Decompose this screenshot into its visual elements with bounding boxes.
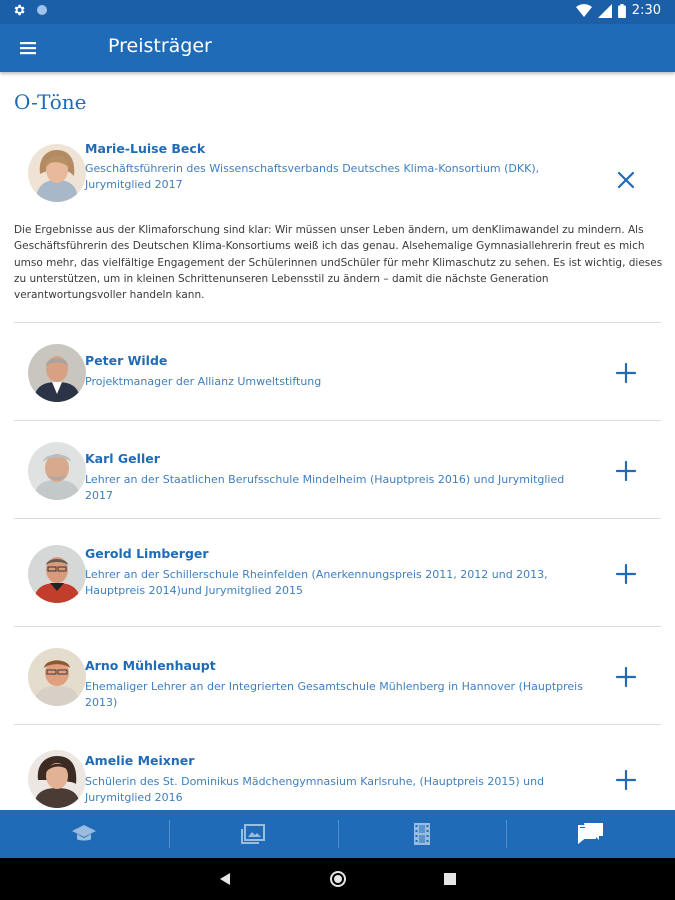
person-name: Karl Geller xyxy=(85,451,160,466)
person-role: Schülerin des St. Dominikus Mädchengymnasium Karlsruhe, (Hauptpreis 2015) und Jurymitglied 2016 xyxy=(85,775,545,804)
person-role: Lehrer an der Staatlichen Berufsschule Mindelheim (Hauptpreis 2016) und Jurymitglied 2017 xyxy=(85,473,565,502)
back-icon[interactable] xyxy=(217,871,233,887)
avatar xyxy=(28,750,86,808)
chat-bubbles-icon xyxy=(577,822,605,846)
divider xyxy=(14,626,661,627)
person-role: Projektmanager der Allianz Umweltstiftung xyxy=(85,375,322,388)
dot-icon xyxy=(36,4,48,16)
avatar xyxy=(28,545,86,603)
main-content[interactable] xyxy=(0,72,675,810)
divider xyxy=(14,724,661,725)
home-icon[interactable] xyxy=(329,870,347,888)
film-icon xyxy=(412,822,432,846)
person-name: Gerold Limberger xyxy=(85,546,209,561)
close-icon[interactable] xyxy=(612,166,640,194)
graduation-cap-icon xyxy=(71,823,97,845)
avatar xyxy=(28,144,86,202)
plus-icon[interactable] xyxy=(612,560,640,588)
nav-tab-gallery[interactable] xyxy=(169,810,338,858)
divider xyxy=(14,420,661,421)
person-name: Arno Mühlenhaupt xyxy=(85,658,216,673)
plus-icon[interactable] xyxy=(612,457,640,485)
nav-tab-education[interactable] xyxy=(0,810,169,858)
plus-icon[interactable] xyxy=(612,663,640,691)
person-quote: Die Ergebnisse aus der Klimaforschung sind klar: Wir müssen unser Leben ändern, um denKlimawandel zu mindern. Als Geschäftsführerin des Deutschen Klima-Konsortiums weiß ich das genau. Alsehemalige Gymnasiallehrerin freut es mich umso mehr, das vielfältige Engagement der Schülerinnen undSchüler für mehr Klimaschutz zu sehen. Es ist wichtig, dieses zu unterstützen, um in kleinen Schrittenunseren Lebensstil zu ändern – damit die nächste Generation verantwortungsvoller handeln kann. xyxy=(14,224,663,302)
plus-icon[interactable] xyxy=(612,766,640,794)
app-bar xyxy=(0,24,675,72)
gallery-icon xyxy=(240,823,266,845)
person-name: Peter Wilde xyxy=(85,353,168,368)
wifi-icon xyxy=(576,4,592,18)
nav-tab-videos[interactable] xyxy=(338,810,507,858)
avatar xyxy=(28,344,86,402)
divider xyxy=(14,322,661,323)
section-title: O-Töne xyxy=(14,90,87,114)
status-bar xyxy=(0,0,675,24)
person-role: Ehemaliger Lehrer an der Integrierten Gesamtschule Mühlenberg in Hannover (Hauptpreis 2013) xyxy=(85,680,583,709)
plus-icon[interactable] xyxy=(612,359,640,387)
person-name: Marie-Luise Beck xyxy=(85,141,206,156)
page-title: Preisträger xyxy=(108,35,212,57)
recents-icon[interactable] xyxy=(443,872,457,886)
menu-icon[interactable] xyxy=(16,36,40,60)
cell-signal-icon xyxy=(598,4,612,18)
person-name: Amelie Meixner xyxy=(85,753,195,768)
person-role: Lehrer an der Schillerschule Rheinfelden (Anerkennungspreis 2011, 2012 und 2013, Hauptpreis 2014)und Jurymitglied 2015 xyxy=(85,568,548,597)
settings-icon xyxy=(12,3,26,17)
bottom-nav xyxy=(0,810,675,858)
battery-icon xyxy=(618,4,626,18)
avatar xyxy=(28,442,86,500)
status-time: 2:30 xyxy=(631,3,661,18)
person-role: Geschäftsführerin des Wissenschaftsverbands Deutsches Klima-Konsortium (DKK), Jurymitglied 2017 xyxy=(85,162,540,191)
system-nav-bar xyxy=(0,858,675,900)
divider xyxy=(14,518,661,519)
nav-tab-quotes[interactable] xyxy=(506,810,675,858)
avatar xyxy=(28,648,86,706)
